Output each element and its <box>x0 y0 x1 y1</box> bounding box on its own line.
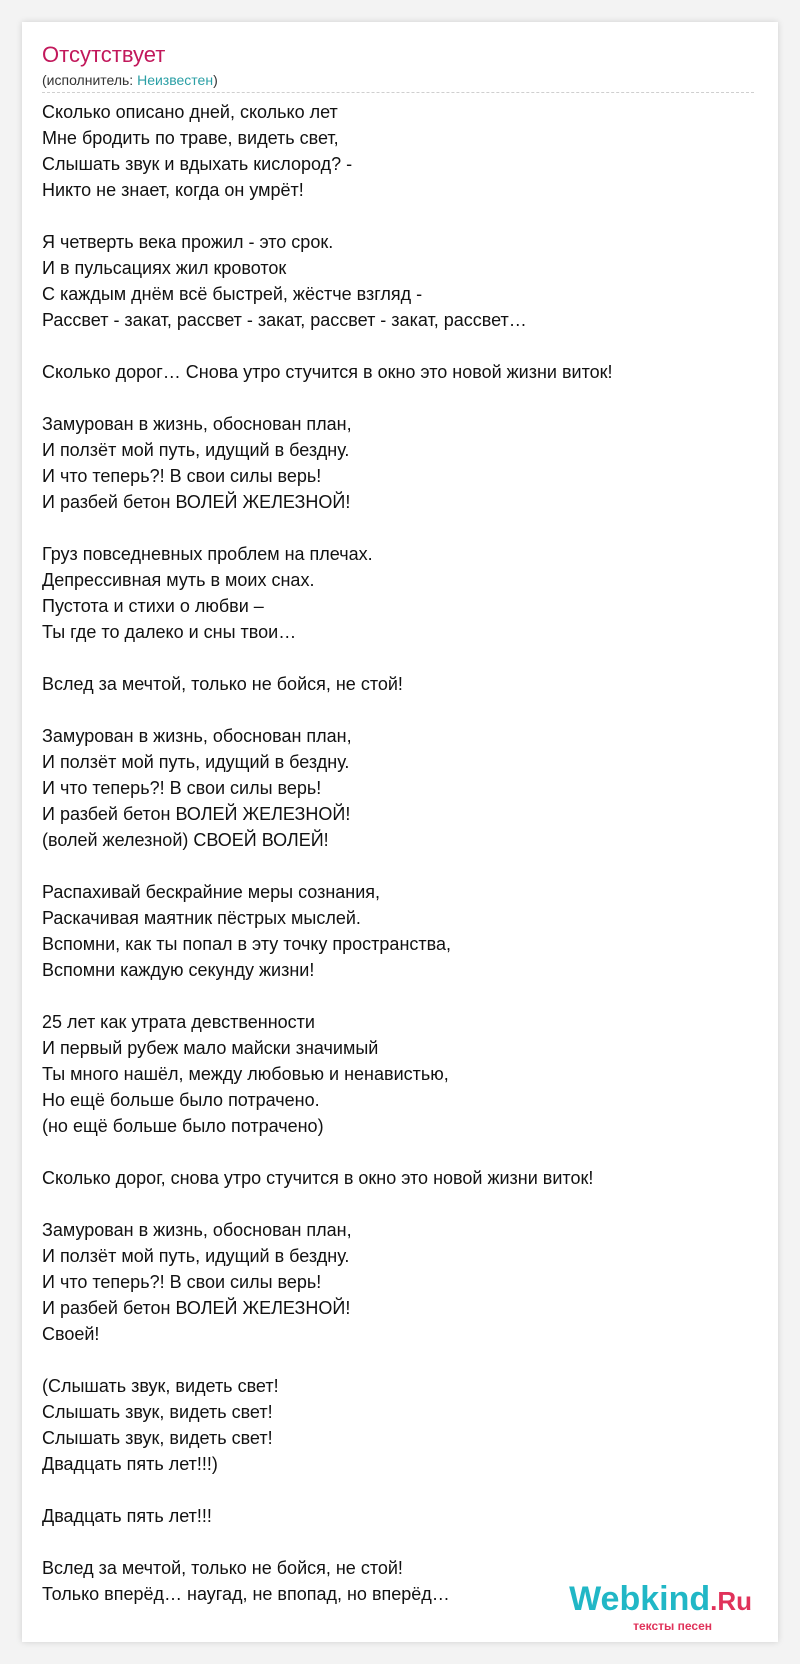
lyric-blank-line <box>42 645 762 671</box>
lyric-line: Замурован в жизнь, обоснован план, <box>42 1220 352 1240</box>
logo-tagline: тексты песен <box>633 1619 712 1633</box>
webkind-logo[interactable] <box>552 1580 752 1636</box>
lyric-blank-line <box>42 1477 762 1503</box>
lyric-line: Двадцать пять лет!!! <box>42 1506 212 1526</box>
lyric-line: Только вперёд… наугад, не впопад, но вперёд… <box>42 1584 450 1604</box>
lyric-line: Слышать звук и вдыхать кислород? - <box>42 154 353 174</box>
lyric-line: 25 лет как утрата девственности <box>42 1012 315 1032</box>
lyric-line: И в пульсациях жил кровоток <box>42 258 287 278</box>
song-title: Отсутствует <box>42 42 166 67</box>
lyric-line: Мне бродить по траве, видеть свет, <box>42 128 339 148</box>
lyric-blank-line <box>42 333 762 359</box>
lyric-blank-line <box>42 1529 762 1555</box>
lyric-blank-line <box>42 1139 762 1165</box>
logo-suffix: .Ru <box>710 1586 752 1616</box>
lyric-blank-line <box>42 983 762 1009</box>
lyric-line: Сколько дорог… Снова утро стучится в окно это новой жизни виток! <box>42 362 613 382</box>
lyric-line: И разбей бетон ВОЛЕЙ ЖЕЛЕЗНОЙ! <box>42 804 351 824</box>
artist-suffix: ) <box>213 72 218 88</box>
lyric-line: Замурован в жизнь, обоснован план, <box>42 414 352 434</box>
lyric-line: Вспомни, как ты попал в эту точку пространства, <box>42 934 451 954</box>
lyric-line: И первый рубеж мало майски значимый <box>42 1038 379 1058</box>
lyric-line: Распахивай бескрайние меры сознания, <box>42 882 381 902</box>
lyric-line: И ползёт мой путь, идущий в бездну. <box>42 752 350 772</box>
lyric-blank-line <box>42 853 762 879</box>
lyric-line: Слышать звук, видеть свет! <box>42 1428 273 1448</box>
artist-line <box>42 72 218 88</box>
lyric-line: Пустота и стихи о любви – <box>42 596 264 616</box>
header-divider <box>42 92 754 93</box>
lyric-line: И ползёт мой путь, идущий в бездну. <box>42 440 350 460</box>
lyric-line: (но ещё больше было потрачено) <box>42 1116 324 1136</box>
lyric-blank-line <box>42 385 762 411</box>
lyric-line: И разбей бетон ВОЛЕЙ ЖЕЛЕЗНОЙ! <box>42 1298 351 1318</box>
lyric-line: Я четверть века прожил - это срок. <box>42 232 334 252</box>
lyric-blank-line <box>42 515 762 541</box>
lyric-line: И что теперь?! В свои силы верь! <box>42 1272 322 1292</box>
lyric-line: Своей! <box>42 1324 100 1344</box>
lyric-line: Вслед за мечтой, только не бойся, не стой! <box>42 1558 403 1578</box>
lyric-line: И ползёт мой путь, идущий в бездну. <box>42 1246 350 1266</box>
lyric-blank-line <box>42 697 762 723</box>
lyric-line: Вспомни каждую секунду жизни! <box>42 960 315 980</box>
lyric-line: Слышать звук, видеть свет! <box>42 1402 273 1422</box>
lyric-line: Депрессивная муть в моих снах. <box>42 570 315 590</box>
lyrics-card <box>22 22 778 1642</box>
lyric-line: Но ещё больше было потрачено. <box>42 1090 320 1110</box>
lyric-line: Сколько дорог, снова утро стучится в окно это новой жизни виток! <box>42 1168 594 1188</box>
lyric-line: Вслед за мечтой, только не бойся, не стой! <box>42 674 403 694</box>
lyric-line: Замурован в жизнь, обоснован план, <box>42 726 352 746</box>
lyric-blank-line <box>42 1347 762 1373</box>
lyric-line: И что теперь?! В свои силы верь! <box>42 466 322 486</box>
lyric-line: (Слышать звук, видеть свет! <box>42 1376 279 1396</box>
logo-wordmark <box>569 1580 752 1619</box>
lyric-line: Ты много нашёл, между любовью и ненавистью, <box>42 1064 449 1084</box>
lyric-line: Никто не знает, когда он умрёт! <box>42 180 304 200</box>
artist-link[interactable]: Неизвестен <box>137 72 214 88</box>
artist-prefix: (исполнитель: <box>42 72 138 88</box>
lyric-line: И что теперь?! В свои силы верь! <box>42 778 322 798</box>
lyric-line: С каждым днём всё быстрей, жёстче взгляд - <box>42 284 423 304</box>
lyric-line: Рассвет - закат, рассвет - закат, рассвет - закат, рассвет… <box>42 310 527 330</box>
lyrics-body <box>42 99 762 1607</box>
lyric-line: (волей железной) СВОЕЙ ВОЛЕЙ! <box>42 830 329 850</box>
logo-word: Webkind <box>569 1580 711 1618</box>
lyric-line: Груз повседневных проблем на плечах. <box>42 544 373 564</box>
lyric-line: Сколько описано дней, сколько лет <box>42 102 338 122</box>
lyric-line: Двадцать пять лет!!!) <box>42 1454 218 1474</box>
lyric-blank-line <box>42 1191 762 1217</box>
lyric-line: Раскачивая маятник пёстрых мыслей. <box>42 908 361 928</box>
lyric-line: Ты где то далеко и сны твои… <box>42 622 297 642</box>
lyric-line: И разбей бетон ВОЛЕЙ ЖЕЛЕЗНОЙ! <box>42 492 351 512</box>
lyric-blank-line <box>42 203 762 229</box>
